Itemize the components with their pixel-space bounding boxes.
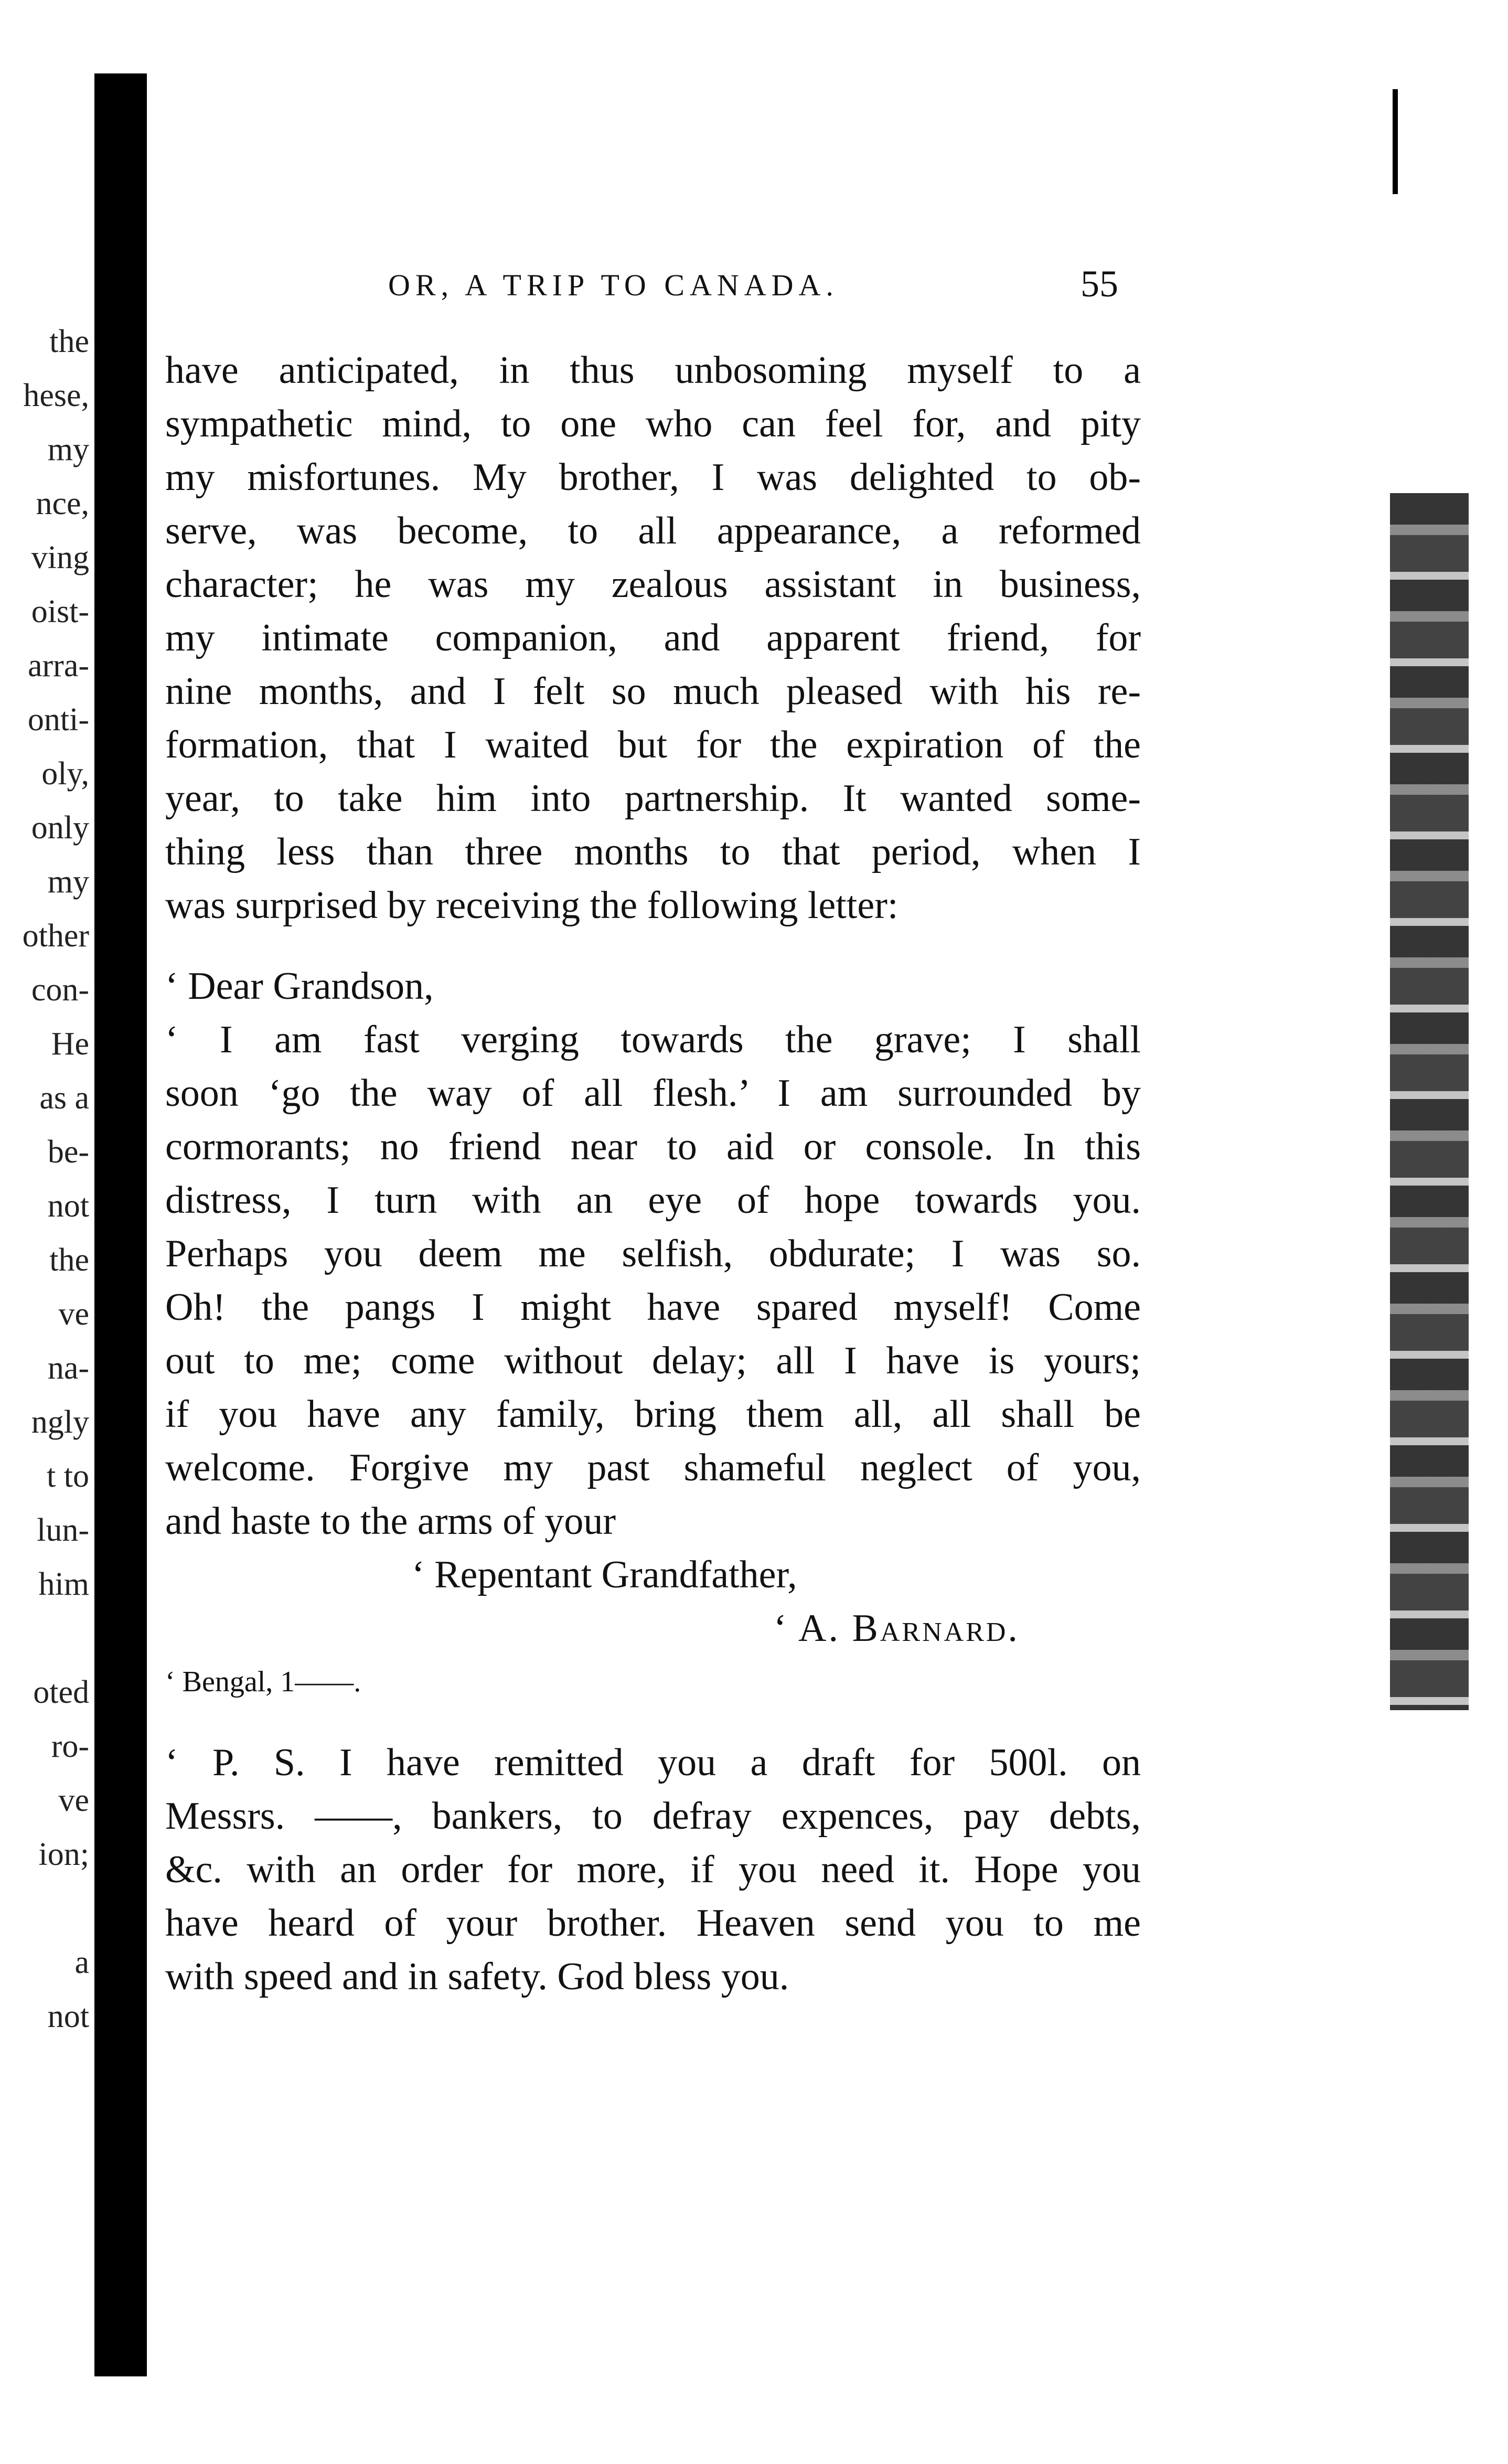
margin-fragment: arra-	[28, 648, 89, 684]
page-body	[165, 344, 1141, 2003]
margin-fragment: the	[49, 1242, 89, 1278]
margin-fragment: He	[51, 1026, 89, 1062]
page-number: 55	[1081, 263, 1118, 305]
margin-fragment: nce,	[36, 486, 89, 521]
letter-signature: ‘ A. Barnard.	[774, 1607, 1020, 1650]
margin-fragment: ngly	[31, 1404, 89, 1440]
margin-fragment: as a	[39, 1080, 89, 1116]
edge-mark	[1393, 89, 1398, 194]
margin-fragment: oist-	[31, 594, 89, 630]
text-line: serve, was become, to all appearance, a reformed	[165, 509, 1141, 552]
margin-fragment: ving	[31, 540, 89, 575]
margin-fragment: t to	[47, 1458, 89, 1494]
text-line: my intimate companion, and apparent friend, for	[165, 616, 1141, 659]
margin-fragment: ro-	[51, 1729, 89, 1764]
margin-fragment: a	[74, 1945, 89, 1980]
margin-fragment: ve	[58, 1296, 89, 1332]
text-line: &c. with an order for more, if you need it. Hope you	[165, 1848, 1141, 1891]
text-line: and haste to the arms of your	[165, 1500, 616, 1543]
margin-fragment: lun-	[37, 1512, 89, 1548]
margin-fragment: ve	[58, 1783, 89, 1818]
text-line: welcome. Forgive my past shameful neglect of you,	[165, 1446, 1141, 1489]
text-line: nine months, and I felt so much pleased with his re-	[165, 670, 1141, 713]
margin-fragment: be-	[47, 1134, 89, 1170]
text-line: soon ‘go the way of all flesh.’ I am surrounded by	[165, 1072, 1141, 1115]
text-line: was surprised by receiving the following letter:	[165, 884, 899, 927]
text-line: cormorants; no friend near to aid or console. In this	[165, 1125, 1141, 1168]
margin-fragment: him	[38, 1566, 89, 1602]
text-line: have anticipated, in thus unbosoming myself to a	[165, 349, 1141, 392]
text-line: if you have any family, bring them all, all shall be	[165, 1393, 1141, 1436]
margin-fragment: oly,	[41, 756, 89, 792]
letter-salutation: ‘ Dear Grandson,	[165, 965, 434, 1008]
text-line: sympathetic mind, to one who can feel for, and pity	[165, 402, 1141, 445]
margin-fragment: not	[47, 1999, 89, 2034]
margin-fragment: other	[22, 918, 89, 954]
margin-fragment: ion;	[38, 1837, 89, 1872]
scan-edge-artifact	[1390, 493, 1469, 1710]
letter	[165, 959, 1141, 2003]
text-line: formation, that I waited but for the expiration of the	[165, 723, 1141, 766]
margin-fragment: na-	[47, 1350, 89, 1386]
text-line: my misfortunes. My brother, I was delighted to ob-	[165, 456, 1141, 499]
text-line: out to me; come without delay; all I have is yours;	[165, 1339, 1141, 1382]
text-line: Perhaps you deem me selfish, obdurate; I was so.	[165, 1232, 1141, 1275]
margin-fragment: my	[47, 864, 89, 900]
text-line: thing less than three months to that period, when I	[165, 830, 1141, 873]
margin-fragment: hese,	[23, 378, 89, 413]
text-line: Oh! the pangs I might have spared myself! Come	[165, 1286, 1141, 1329]
margin-fragment: only	[31, 810, 89, 846]
paragraph	[165, 344, 1141, 932]
text-line: with speed and in safety. God bless you.	[165, 1955, 789, 1998]
margin-fragment	[0, 1612, 89, 1666]
margin-fragment: not	[47, 1188, 89, 1224]
text-line: ‘ P. S. I have remitted you a draft for 500l. on	[165, 1741, 1141, 1784]
margin-fragment: onti-	[27, 702, 89, 738]
running-title: OR, A TRIP TO CANADA.	[388, 268, 839, 302]
text-line: ‘ I am fast verging towards the grave; I shall	[165, 1018, 1141, 1061]
margin-fragment: the	[49, 324, 89, 359]
text-line: distress, I turn with an eye of hope towards you.	[165, 1179, 1141, 1222]
text-line: character; he was my zealous assistant in business,	[165, 563, 1141, 606]
text-line: have heard of your brother. Heaven send you to me	[165, 1902, 1141, 1945]
margin-fragment: con-	[31, 972, 89, 1008]
letter-closing: ‘ Repentant Grandfather,	[412, 1553, 797, 1596]
letter-dateline: ‘ Bengal, 1——.	[165, 1666, 361, 1698]
margin-fragment	[0, 1882, 89, 1936]
binding-shadow	[94, 73, 147, 2376]
text-line: Messrs. ——, bankers, to defray expences, pay debts,	[165, 1795, 1141, 1838]
text-line: year, to take him into partnership. It wanted some-	[165, 777, 1141, 820]
margin-fragment: my	[47, 432, 89, 467]
margin-fragment: oted	[33, 1674, 89, 1710]
facing-page-margin	[0, 315, 89, 2044]
